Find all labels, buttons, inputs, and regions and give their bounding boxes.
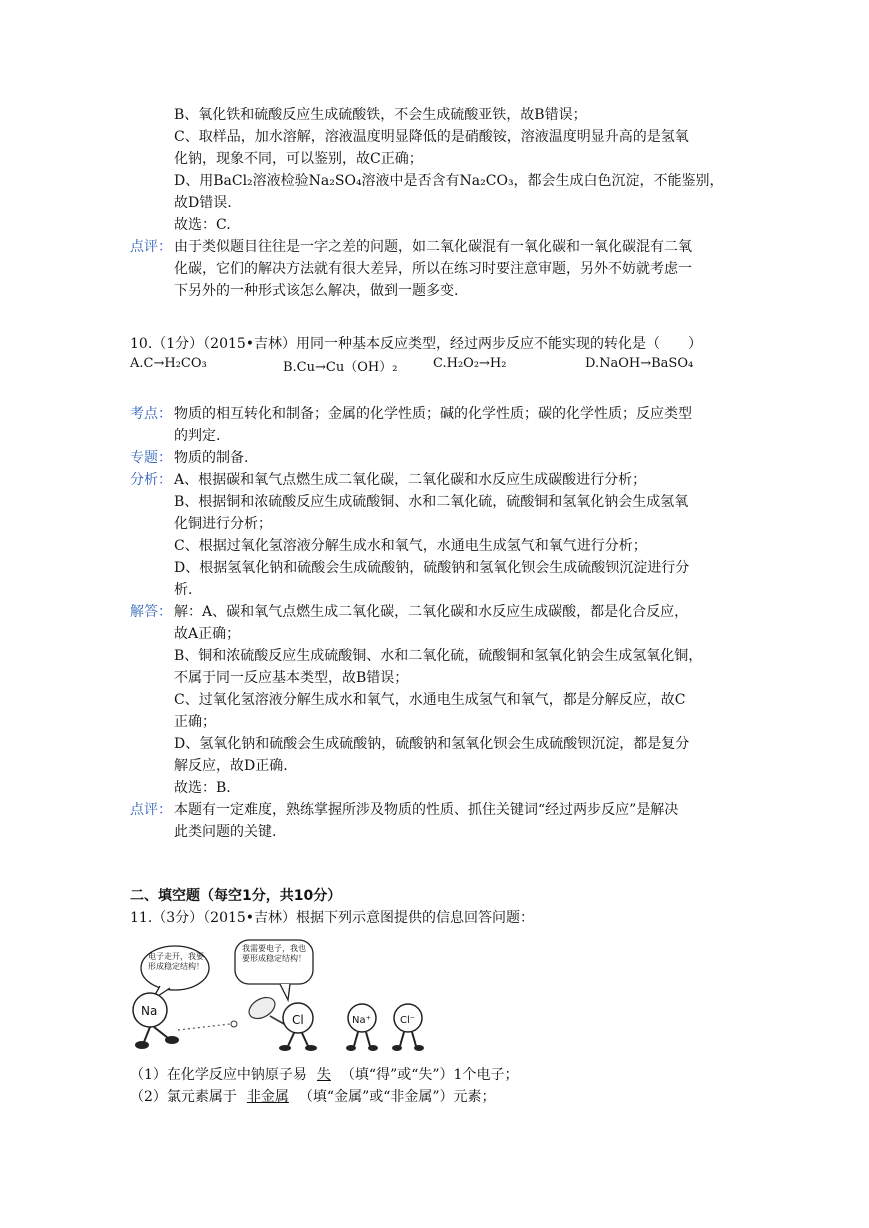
- q10-fenxi-b1: B、根据铜和浓硫酸反应生成硫酸铜、水和二氧化硫，硫酸铜和氢氧化钠会生成氢氧: [174, 494, 689, 510]
- q11-sub1-suffix: （填“得”或“失”）1个电子；: [340, 1067, 519, 1083]
- q9-review-line3: 下另外的一种形式该怎么解决，做到一题多变.: [174, 283, 459, 299]
- speech-bubble-2: [235, 940, 313, 1000]
- cl-ion-label: Cl⁻: [400, 1015, 416, 1026]
- q10-options: [130, 356, 750, 378]
- q9-option-b: B、氧化铁和硫酸反应生成硫酸铁，不会生成硫酸亚铁，故B错误；: [174, 107, 587, 123]
- q11-sub1: [130, 1064, 770, 1086]
- q10-kaodian: [130, 403, 746, 425]
- q11-cartoon-image: [130, 938, 460, 1053]
- q10-option-d: D.NaOH→BaSO₄: [585, 356, 694, 371]
- q10-jieda-a1: 解：A、碳和氧气点燃生成二氧化碳，二氧化碳和水反应生成碳酸，都是化合反应，: [174, 604, 689, 620]
- q10-jieda-label: 解答：: [130, 604, 172, 620]
- q9-option-d-line1: D、用BaCl₂溶液检验Na₂SO₄溶液中是否含有Na₂CO₃，都会生成白色沉淀，不能鉴别，: [174, 173, 724, 189]
- q11-sub2-suffix: （填“金属”或“非金属”）元素；: [298, 1089, 496, 1105]
- q9-option-c-line1: C、取样品，加水溶解，溶液温度明显降低的是硝酸铵，溶液温度明显升高的是氢氧: [174, 129, 689, 145]
- q10-zhuanti-line1: 物质的制备.: [174, 450, 249, 466]
- q9-review-line2: 化碳，它们的解决方法就有很大差异，所以在练习时要注意审题，另外不妨就考虑一: [174, 261, 692, 277]
- bubble-1-text: 电子走开，我要形成稳定结构！: [148, 952, 204, 971]
- q9-choice: 故选：C.: [174, 217, 231, 233]
- q10-fenxi-d1: D、根据氢氧化钠和硫酸会生成硫酸钠，硫酸钠和氢氧化钡会生成硫酸钡沉淀进行分: [174, 560, 690, 576]
- q11-sub2: [130, 1086, 770, 1108]
- q11-sub2-answer: 非金属: [246, 1089, 289, 1105]
- na-atom-label: Na: [141, 1004, 158, 1018]
- q10-kaodian-label: 考点：: [130, 406, 172, 422]
- q10-stem: 10.（1分）（2015•吉林）用同一种基本反应类型，经过两步反应不能实现的转化是（ ）: [130, 336, 703, 352]
- sodium-atom-figure: [133, 993, 179, 1049]
- cl-atom-label: Cl: [292, 1013, 304, 1027]
- q10-fenxi-label: 分析：: [130, 472, 172, 488]
- q11-sub1-answer: 失: [316, 1067, 331, 1083]
- q11-sub2-prefix: （2）氯元素属于: [130, 1089, 237, 1105]
- q10-jieda-c2: 正确；: [174, 714, 216, 730]
- section-title: 二、填空题（每空1分，共10分）: [130, 888, 342, 904]
- q11-stem: 11.（3分）（2015•吉林）根据下列示意图提供的信息回答问题：: [130, 910, 535, 926]
- electron-trail: [178, 1021, 237, 1030]
- q10-fenxi-c: C、根据过氧化氢溶液分解生成水和氧气，水通电生成氢气和氧气进行分析；: [174, 538, 647, 554]
- q10-zhuanti: [130, 447, 746, 469]
- net-icon: [245, 993, 284, 1024]
- q10-jieda-a2: 故A正确；: [174, 626, 241, 642]
- q9-review: [130, 236, 746, 258]
- q9-review-line1: 由于类似题目往往是一字之差的问题，如二氧化碳混有一氧化碳和一氧化碳混有二氧: [174, 239, 692, 255]
- q10-dianping: [130, 799, 746, 821]
- q10-dianping-label: 点评：: [130, 802, 172, 818]
- sodium-ion-figure: [346, 1004, 378, 1051]
- na-ion-label: Na⁺: [352, 1015, 371, 1026]
- q9-option-d-line2: 故D错误.: [174, 195, 232, 211]
- q10-fenxi-b2: 化铜进行分析；: [174, 516, 272, 532]
- q10-zhuanti-label: 专题：: [130, 450, 172, 466]
- bubble-2-text: 我需要电子，我也要形成稳定结构！: [242, 944, 306, 963]
- q10-fenxi: [130, 469, 746, 491]
- q9-option-c-line2: 化钠，现象不同，可以鉴别，故C正确；: [174, 151, 423, 167]
- q9-tail: [130, 104, 746, 302]
- q10-dianping-line2: 此类问题的关键.: [174, 824, 277, 840]
- q10-fenxi-a: A、根据碳和氧气点燃生成二氧化碳，二氧化碳和水反应生成碳酸进行分析；: [174, 472, 647, 488]
- chlorine-atom-figure: [279, 1003, 317, 1051]
- chloride-ion-figure: [392, 1004, 424, 1051]
- q10-jieda-b2: 不属于同一反应基本类型，故B错误；: [174, 670, 409, 686]
- q10-option-c: C.H₂O₂→H₂: [433, 356, 507, 371]
- q10-jieda-d1: D、氢氧化钠和硫酸会生成硫酸钠，硫酸钠和氢氧化钡会生成硫酸钡沉淀，都是复分: [174, 736, 690, 752]
- q11-sub1-prefix: （1）在化学反应中钠原子易: [130, 1067, 307, 1083]
- q10-jieda-b1: B、铜和浓硫酸反应生成硫酸铜、水和二氧化硫，硫酸铜和氢氧化钠会生成氢氧化铜，: [174, 648, 703, 664]
- q10-kaodian-line1: 物质的相互转化和制备；金属的化学性质；碱的化学性质；碳的化学性质；反应类型: [174, 406, 692, 422]
- q10-jieda: [130, 601, 746, 623]
- q10-fenxi-d2: 析.: [174, 582, 193, 598]
- q10-dianping-line1: 本题有一定难度，熟练掌握所涉及物质的性质、抓住关键词“经过两步反应”是解决: [174, 802, 679, 818]
- speech-bubble-1: [141, 946, 209, 1000]
- q9-review-label: 点评：: [130, 239, 172, 255]
- q11-subquestions: [130, 1064, 770, 1108]
- q10-jieda-d2: 解反应，故D正确.: [174, 758, 288, 774]
- q10-jieda-choice: 故选：B.: [174, 780, 231, 796]
- q10-option-a: A.C→H₂CO₃: [130, 356, 207, 371]
- q10-jieda-c1: C、过氧化氢溶液分解生成水和氧气，水通电生成氢气和氧气，都是分解反应，故C: [174, 692, 686, 708]
- q10-option-b: B.Cu→Cu（OH）₂: [283, 360, 398, 375]
- q10-analysis: [130, 403, 746, 843]
- q10-kaodian-line2: 的判定.: [174, 428, 221, 444]
